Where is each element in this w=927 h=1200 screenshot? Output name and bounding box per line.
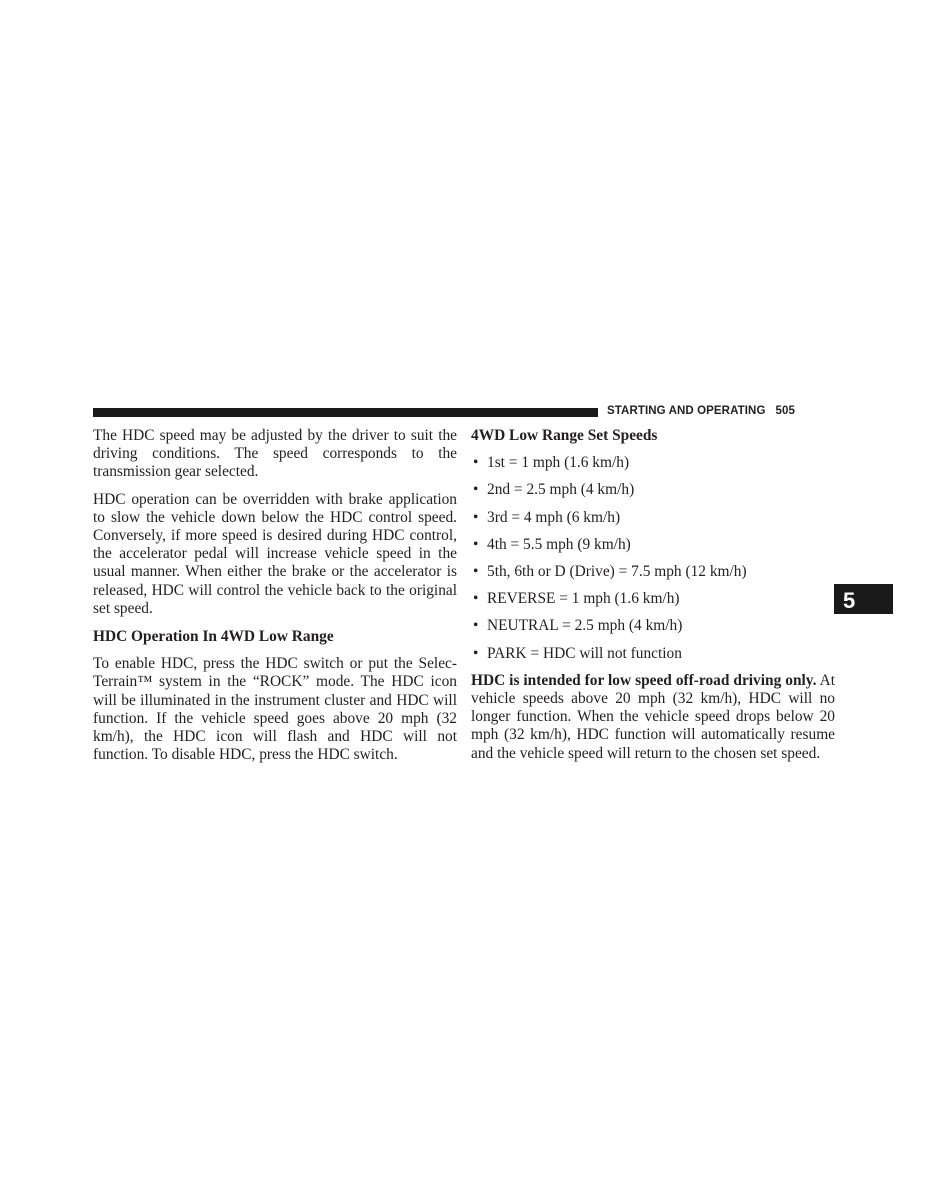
bullet-mark: •	[473, 535, 479, 553]
paragraph-hdc-speed: The HDC speed may be adjusted by the driver to suit the driving conditions. The speed corresponds to the transmission gear selected.	[93, 427, 457, 481]
speed-text: NEUTRAL = 2.5 mph (4 km/h)	[487, 617, 683, 635]
speed-text: 5th, 6th or D (Drive) = 7.5 mph (12 km/h)	[487, 563, 747, 581]
speed-text: 2nd = 2.5 mph (4 km/h)	[487, 481, 635, 499]
speed-text: REVERSE = 1 mph (1.6 km/h)	[487, 590, 680, 608]
paragraph-hdc-warning	[471, 672, 835, 763]
heading-hdc-operation: HDC Operation In 4WD Low Range	[93, 628, 334, 646]
header-rule	[93, 408, 598, 417]
page-number: 505	[775, 405, 796, 417]
speed-text: 4th = 5.5 mph (9 km/h)	[487, 535, 631, 553]
bullet-mark: •	[473, 644, 479, 662]
list-item	[471, 645, 835, 663]
bullet-mark: •	[473, 481, 479, 499]
section-tab	[834, 584, 893, 614]
section-tab-number: 5	[843, 588, 856, 613]
list-item	[471, 617, 835, 635]
bullet-mark: •	[473, 617, 479, 635]
list-item	[471, 563, 835, 581]
speed-text: 1st = 1 mph (1.6 km/h)	[487, 454, 630, 472]
list-item	[471, 481, 835, 499]
bullet-mark: •	[473, 508, 479, 526]
bullet-mark: •	[473, 454, 479, 472]
list-item	[471, 454, 835, 472]
list-item	[471, 509, 835, 527]
left-column	[93, 427, 457, 764]
speed-text: PARK = HDC will not function	[487, 644, 682, 662]
warning-bold-text: HDC is intended for low speed off-road driving only.	[471, 671, 817, 689]
warning-body-text: At vehicle speeds above 20 mph (32 km/h), HDC will no longer function. When the vehicle speed drops below 20 mph (32 km/h), HDC function will automatically resume and the vehicle speed will return to the chosen set speed.	[471, 671, 835, 762]
paragraph-enable-hdc: To enable HDC, press the HDC switch or put the Selec-Terrain™ system in the “ROCK” mode. The HDC icon will be illuminated in the instrument cluster and HDC will function. If the vehicle speed goes above 20 mph (32 km/h), the HDC icon will flash and HDC will not function. To disable HDC, press the HDC switch.	[93, 655, 457, 764]
right-column	[471, 427, 835, 763]
bullet-mark: •	[473, 563, 479, 581]
list-item	[471, 590, 835, 608]
section-title: STARTING AND OPERATING	[607, 405, 766, 417]
list-item	[471, 536, 835, 554]
speed-text: 3rd = 4 mph (6 km/h)	[487, 508, 621, 526]
speed-list	[471, 454, 835, 663]
running-header	[607, 405, 795, 417]
paragraph-hdc-override: HDC operation can be overridden with brake application to slow the vehicle down below the HDC control speed. Conversely, if more speed is desired during HDC control, the accelerator pedal will increase vehicle speed in the usual manner. When either the brake or the accelerator is released, HDC will control the vehicle back to the original set speed.	[93, 490, 457, 617]
bullet-mark: •	[473, 590, 479, 608]
heading-set-speeds: 4WD Low Range Set Speeds	[471, 427, 658, 444]
